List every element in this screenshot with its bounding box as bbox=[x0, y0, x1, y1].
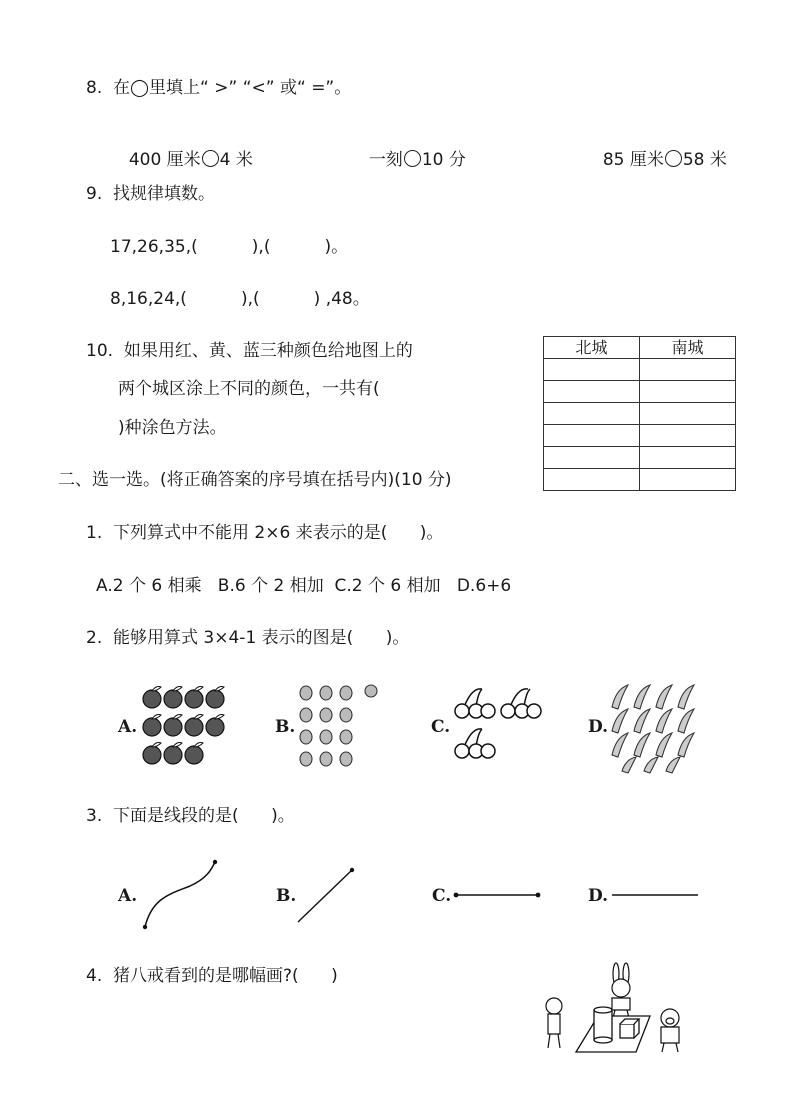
cylinder-icon bbox=[594, 1007, 612, 1043]
answer-circle[interactable] bbox=[202, 150, 219, 167]
q8-c-right: 58 米 bbox=[682, 150, 727, 170]
pig-icon bbox=[661, 1009, 679, 1052]
table-cell[interactable] bbox=[640, 447, 736, 469]
q9-row-2: 8,16,24,( ),( ) ,48。 bbox=[110, 289, 370, 309]
s2-question-1-text: 1. 下列算式中不能用 2×6 来表示的是( )。 bbox=[86, 523, 444, 543]
cherry-icon bbox=[455, 689, 541, 758]
table-cell[interactable] bbox=[544, 381, 640, 403]
apple-icon bbox=[143, 690, 224, 708]
s2-question-4-text: 4. 猪八戒看到的是哪幅画?( ) bbox=[86, 966, 338, 986]
apples-picture[interactable] bbox=[140, 683, 230, 773]
curve-line-figure[interactable] bbox=[140, 858, 220, 932]
monkey-icon bbox=[546, 998, 562, 1048]
q8-a-right: 4 米 bbox=[219, 150, 253, 170]
option-label-d: D. bbox=[588, 886, 609, 906]
q8-item-a bbox=[118, 133, 253, 169]
viewing-scene-illustration bbox=[540, 960, 692, 1060]
q8-item-b bbox=[358, 133, 466, 169]
option-label-b: B. bbox=[276, 886, 297, 906]
table-cell[interactable] bbox=[544, 403, 640, 425]
q8-a-left: 400 厘米 bbox=[128, 150, 201, 170]
question-10-line-2: 两个城区涂上不同的颜色，一共有( bbox=[118, 379, 380, 399]
question-10-line-3: )种涂色方法。 bbox=[118, 418, 227, 438]
option-label-a: A. bbox=[118, 717, 138, 737]
section-2-title: 二、选一选。(将正确答案的序号填在括号内)(10 分) bbox=[58, 470, 452, 490]
q9-row-1: 17,26,35,( ),( )。 bbox=[110, 237, 349, 257]
q8-item-c bbox=[592, 133, 727, 169]
banana-icon bbox=[612, 685, 694, 773]
answer-circle[interactable] bbox=[404, 150, 421, 167]
answer-circle[interactable] bbox=[665, 150, 682, 167]
q8-c-left: 85 厘米 bbox=[602, 150, 664, 170]
option-label-b: B. bbox=[275, 717, 296, 737]
question-10-line-1: 10. 如果用红、黄、蓝三种颜色给地图上的 bbox=[86, 341, 413, 361]
pear-icon bbox=[300, 685, 377, 766]
option-label-c: C. bbox=[432, 886, 452, 906]
table-cell[interactable] bbox=[640, 425, 736, 447]
s2-question-3-text: 3. 下面是线段的是( )。 bbox=[86, 806, 295, 826]
table-cell[interactable] bbox=[640, 403, 736, 425]
table-cell[interactable] bbox=[544, 425, 640, 447]
table-cell[interactable] bbox=[640, 359, 736, 381]
bananas-picture[interactable] bbox=[610, 683, 700, 773]
option-label-d: D. bbox=[588, 717, 609, 737]
table-header-south: 南城 bbox=[640, 337, 736, 359]
question-9-text: 9. 找规律填数。 bbox=[86, 184, 216, 204]
line-figure[interactable] bbox=[610, 890, 702, 900]
table-cell[interactable] bbox=[640, 469, 736, 491]
table-cell[interactable] bbox=[544, 469, 640, 491]
s2-question-1-options: A.2 个 6 相乘 B.6 个 2 相加 C.2 个 6 相加 D.6+6 bbox=[96, 576, 512, 596]
table-header-north: 北城 bbox=[544, 337, 640, 359]
cherries-picture[interactable] bbox=[452, 685, 547, 765]
option-label-a: A. bbox=[118, 886, 138, 906]
q8-b-right: 10 分 bbox=[421, 150, 466, 170]
table-cell[interactable] bbox=[544, 447, 640, 469]
coloring-table bbox=[543, 336, 736, 491]
table-cell[interactable] bbox=[544, 359, 640, 381]
s2-question-2-text: 2. 能够用算式 3×4-1 表示的图是( )。 bbox=[86, 628, 410, 648]
option-label-c: C. bbox=[431, 717, 451, 737]
table-cell[interactable] bbox=[640, 381, 736, 403]
q8-b-left: 一刻 bbox=[368, 150, 403, 170]
rabbit-icon bbox=[612, 963, 630, 1018]
question-8-text: 8. 在◯里填上“ >” “<” 或“ =”。 bbox=[86, 78, 352, 98]
ray-figure[interactable] bbox=[296, 866, 358, 926]
segment-figure[interactable] bbox=[452, 890, 544, 900]
pears-picture[interactable] bbox=[296, 683, 386, 773]
